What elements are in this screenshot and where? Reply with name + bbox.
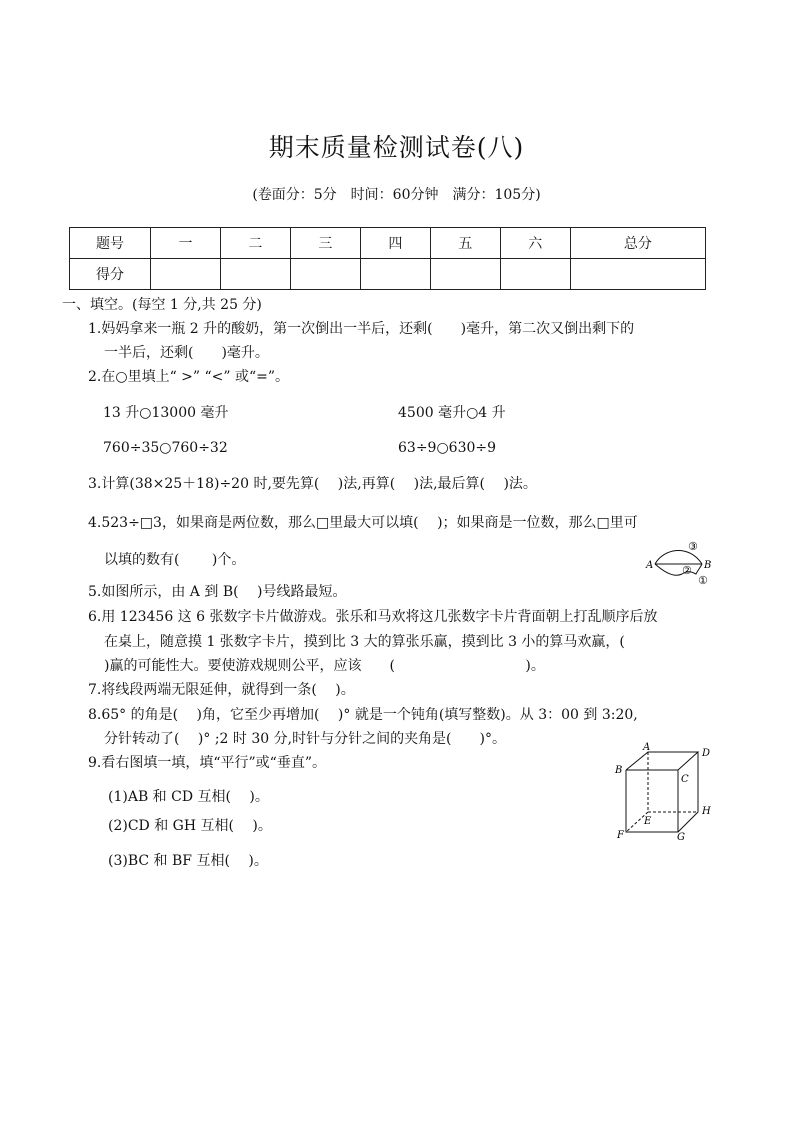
question-2c: 760÷35○760÷32 [103,440,228,456]
table-cell: 得分 [70,259,151,290]
score-cell[interactable] [151,259,221,290]
route-label-b: B [704,560,712,571]
cube-label-g: G [677,832,685,840]
table-cell: 总分 [570,228,705,259]
route-label-1: ① [698,574,708,586]
table-cell: 六 [500,228,570,259]
cube-label-d: D [702,748,711,759]
question-9-3: (3)BC 和 BF 互相( )。 [108,853,268,869]
table-cell: 四 [360,228,430,259]
table-cell: 三 [290,228,360,259]
route-figure [644,538,712,586]
section-heading: 一、填空。(每空 1 分,共 25 分) [62,297,262,313]
question-1-cont: 一半后，还剩( )毫升。 [104,345,269,361]
question-4-cont: 以填的数有( )个。 [104,552,246,568]
table-cell: 一 [151,228,221,259]
table-cell: 题号 [70,228,151,259]
table-cell: 二 [220,228,290,259]
question-9: 9.看右图填一填，填“平行”或“垂直”。 [88,755,326,771]
question-2a: 13 升○13000 毫升 [103,405,229,421]
cube-figure [610,740,720,840]
question-9-2: (2)CD 和 GH 互相( )。 [108,818,272,834]
exam-info: (卷面分：5分 时间：60分钟 满分：105分) [252,187,541,203]
cube-right-face [678,752,698,832]
route-line-2 [655,564,702,575]
cube-hidden-edge [648,752,698,812]
cube-label-a: A [643,742,651,753]
route-label-a: A [646,560,654,571]
question-3: 3.计算(38×25＋18)÷20 时,要先算( )法,再算( )法,最后算( )法。 [88,476,537,492]
score-cell[interactable] [430,259,500,290]
question-2d: 63÷9○630÷9 [398,440,497,456]
cube-label-f: F [617,830,624,840]
table-row [70,228,706,259]
cube-label-h: H [702,806,711,817]
cube-label-b: B [615,765,623,776]
question-7: 7.将线段两端无限延伸，就得到一条( )。 [88,682,355,698]
cube-top-face [626,752,698,770]
score-cell[interactable] [360,259,430,290]
cube-front-face [626,770,678,832]
question-6: 6.用 123456 这 6 张数字卡片做游戏。张乐和马欢将这几张数字卡片背面朝上打乱顺序后放 [88,609,658,625]
score-table [69,227,706,290]
cube-label-c: C [681,774,689,785]
route-label-2: ② [682,564,692,577]
question-5: 5.如图所示，由 A 到 B( )号线路最短。 [88,584,347,600]
question-8-cont: 分针转动了( )° ;2 时 30 分,时针与分针之间的夹角是( )°。 [104,731,506,747]
question-1: 1.妈妈拿来一瓶 2 升的酸奶，第一次倒出一半后，还剩( )毫升，第二次又倒出剩下的 [88,321,635,337]
question-6-cont: 在桌上，随意摸 1 张数字卡片，摸到比 3 大的算张乐赢，摸到比 3 小的算马欢赢，( [104,634,625,650]
table-row [70,259,706,290]
table-cell: 五 [430,228,500,259]
score-cell[interactable] [570,259,705,290]
question-6-cont: )赢的可能性大。要使游戏规则公平，应该 ( )。 [104,658,545,674]
question-9-1: (1)AB 和 CD 互相( )。 [108,789,269,805]
question-8: 8.65° 的角是( )角，它至少再增加( )° 就是一个钝角(填写整数)。从 3：00 到 3:20, [88,707,638,723]
score-cell[interactable] [500,259,570,290]
score-cell[interactable] [290,259,360,290]
score-cell[interactable] [220,259,290,290]
question-2: 2.在○里填上“ >” “<” 或“=”。 [88,369,290,385]
page-title: 期末质量检测试卷(八) [268,133,525,162]
question-4: 4.523÷□3，如果商是两位数，那么□里最大可以填( )；如果商是一位数，那么□里可 [88,515,638,531]
route-label-3: ③ [688,540,698,553]
cube-label-e: E [644,816,652,827]
question-2b: 4500 毫升○4 升 [398,405,506,421]
